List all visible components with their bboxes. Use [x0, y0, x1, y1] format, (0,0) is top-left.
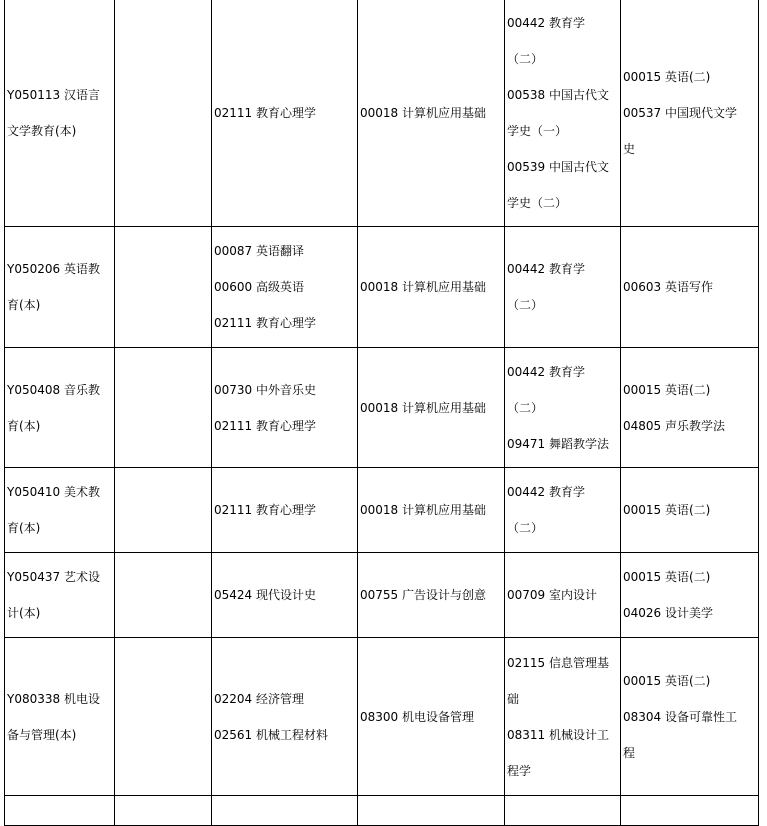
cell-line: 程学 [507, 763, 532, 778]
cell-line: 程 [623, 745, 636, 760]
table-row [5, 796, 759, 826]
cell-line: 00018 计算机应用基础 [360, 105, 486, 120]
course-cell [358, 0, 505, 227]
course-cell [621, 348, 759, 468]
cell-line: 08311 机械设计工 [507, 727, 609, 742]
course-cell [212, 227, 358, 348]
cell-line: 学史（二） [507, 195, 568, 210]
cell-line: 育(本) [7, 418, 41, 433]
table-row [5, 553, 759, 638]
cell-line: 02561 机械工程材料 [214, 727, 328, 742]
empty-cell [115, 227, 212, 348]
cell-line: 00015 英语(二) [623, 570, 711, 584]
cell-line: 计(本) [7, 606, 41, 620]
empty-cell [115, 553, 212, 638]
major-cell [5, 638, 115, 796]
empty-cell [115, 0, 212, 227]
course-cell [621, 638, 759, 796]
cell-line: Y050113 汉语言 [7, 87, 100, 102]
cell-line: 00538 中国古代文 [507, 87, 609, 102]
cell-line: 育(本) [7, 521, 41, 535]
cell-line: 史 [623, 141, 636, 156]
course-cell [358, 638, 505, 796]
cell-line: 00537 中国现代文学 [623, 105, 737, 120]
course-cell [212, 348, 358, 468]
course-cell [212, 0, 358, 227]
empty-cell [115, 638, 212, 796]
cell-line: Y050408 音乐教 [7, 382, 100, 397]
cell-line: （二） [507, 400, 544, 415]
course-cell [505, 227, 621, 348]
table-row [5, 0, 759, 227]
cell-line: 00442 教育学 [507, 262, 585, 276]
cell-line: 备与管理(本) [7, 727, 77, 742]
cell-line: 00730 中外音乐史 [214, 382, 316, 397]
cell-line: 08300 机电设备管理 [360, 709, 474, 724]
empty-cell [505, 796, 621, 826]
course-cell [358, 553, 505, 638]
major-cell [5, 227, 115, 348]
course-cell [358, 227, 505, 348]
course-cell [358, 348, 505, 468]
cell-line: 09471 舞蹈教学法 [507, 436, 609, 451]
cell-line: （二） [507, 521, 544, 535]
cell-line: 文学教育(本) [7, 123, 77, 138]
course-cell [621, 227, 759, 348]
cell-line: 00442 教育学 [507, 485, 585, 499]
major-cell [5, 0, 115, 227]
cell-line: 08304 设备可靠性工 [623, 709, 737, 724]
cell-line: 00087 英语翻译 [214, 244, 304, 258]
cell-line: 02204 经济管理 [214, 691, 304, 706]
cell-line: 学史（一） [507, 123, 568, 138]
cell-line: （二） [507, 298, 544, 312]
cell-line: 00603 英语写作 [623, 280, 713, 294]
course-cell [505, 638, 621, 796]
major-cell [5, 348, 115, 468]
cell-line: 00015 英语(二) [623, 69, 711, 84]
cell-line: （二） [507, 51, 544, 66]
cell-line: 04805 声乐教学法 [623, 418, 725, 433]
course-table [4, 0, 759, 826]
cell-line: Y080338 机电设 [7, 691, 100, 706]
cell-line: Y050410 美术教 [7, 485, 100, 499]
course-cell [505, 0, 621, 227]
cell-line: 00600 高级英语 [214, 280, 304, 294]
course-cell [621, 0, 759, 227]
empty-cell [212, 796, 358, 826]
cell-line: 02111 教育心理学 [214, 316, 316, 330]
empty-cell [5, 796, 115, 826]
cell-line: 00015 英语(二) [623, 503, 711, 517]
empty-cell [115, 796, 212, 826]
cell-line: 00015 英语(二) [623, 673, 711, 688]
cell-line: 00018 计算机应用基础 [360, 400, 486, 415]
course-cell [505, 468, 621, 553]
course-cell [505, 348, 621, 468]
cell-line: 00442 教育学 [507, 15, 585, 30]
major-cell [5, 553, 115, 638]
cell-line: 02115 信息管理基 [507, 655, 609, 670]
cell-line: 00018 计算机应用基础 [360, 280, 486, 294]
empty-cell [358, 796, 505, 826]
course-cell [621, 468, 759, 553]
table-row [5, 227, 759, 348]
cell-line: 00709 室内设计 [507, 588, 597, 602]
cell-line: 02111 教育心理学 [214, 503, 316, 517]
course-cell [621, 553, 759, 638]
table-row [5, 468, 759, 553]
cell-line: 00442 教育学 [507, 364, 585, 379]
major-cell [5, 468, 115, 553]
course-cell [212, 638, 358, 796]
course-cell [505, 553, 621, 638]
course-cell [212, 553, 358, 638]
empty-cell [115, 468, 212, 553]
table-row [5, 638, 759, 796]
empty-cell [621, 796, 759, 826]
cell-line: 00015 英语(二) [623, 382, 711, 397]
cell-line: 础 [507, 691, 520, 706]
cell-line: 00755 广告设计与创意 [360, 588, 486, 602]
empty-cell [115, 348, 212, 468]
cell-line: 育(本) [7, 298, 41, 312]
cell-line: 05424 现代设计史 [214, 588, 316, 602]
cell-line: Y050437 艺术设 [7, 570, 100, 584]
course-cell [212, 468, 358, 553]
cell-line: 04026 设计美学 [623, 606, 713, 620]
cell-line: 00018 计算机应用基础 [360, 503, 486, 517]
cell-line: 00539 中国古代文 [507, 159, 609, 174]
table-row [5, 348, 759, 468]
cell-line: 02111 教育心理学 [214, 418, 316, 433]
cell-line: 02111 教育心理学 [214, 105, 316, 120]
cell-line: Y050206 英语教 [7, 262, 100, 276]
course-cell [358, 468, 505, 553]
